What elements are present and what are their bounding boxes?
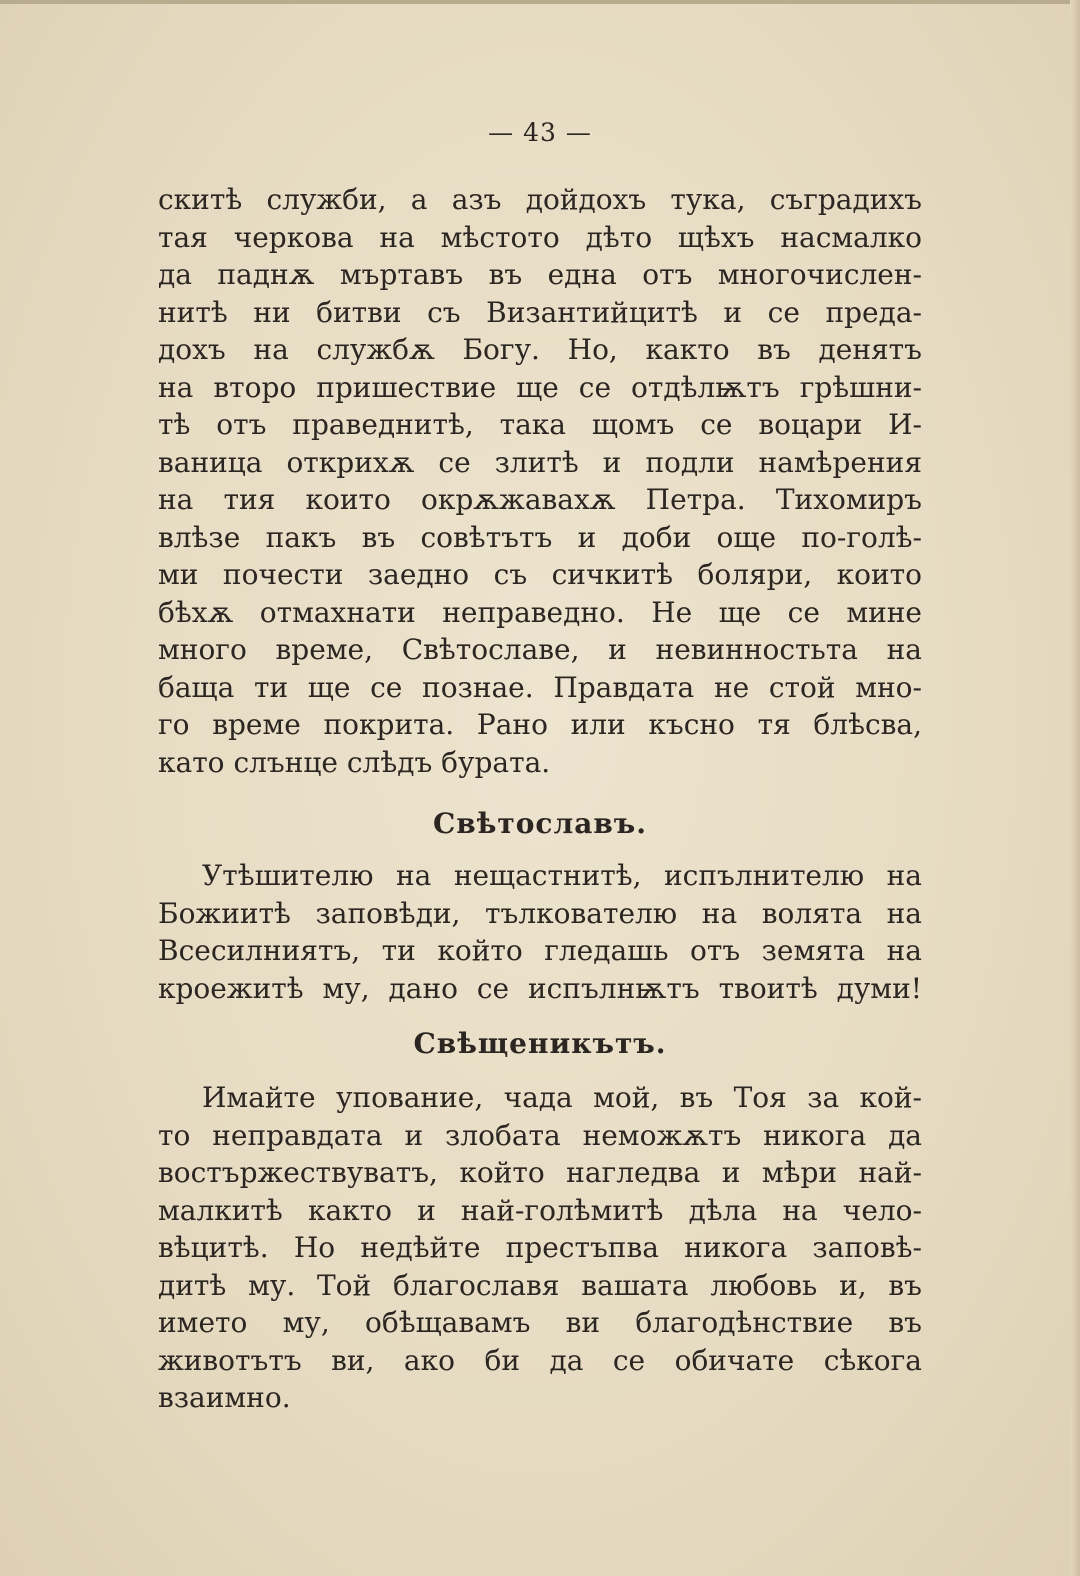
paragraph-1 (158, 181, 922, 781)
text-line: кроежитѣ му, дано се испълнѭтъ твоитѣ думи! (158, 971, 922, 1005)
text-line: тѣ отъ праведнитѣ, така щомъ се воцари И- (158, 408, 922, 441)
text-line: го време покрита. Рано или късно тя блѣсва, (158, 708, 922, 741)
text-line: ми почести заедно съ сичкитѣ боляри, които (158, 558, 922, 591)
speaker-heading-priest: Свѣщеникътъ. (413, 1027, 667, 1060)
text-line: Имайте упование, чада мой, въ Тоя за кой- (202, 1081, 922, 1114)
text-line: дитѣ му. Той благославя вашата любовь и, въ (158, 1268, 922, 1302)
text-line: нитѣ ни битви съ Византийцитѣ и се преда- (158, 295, 922, 329)
text-line: баща ти ще се познае. Правдата не стой мно- (158, 670, 922, 704)
text-line: бѣхѫ отмахнати неправедно. Не ще се мине (158, 595, 922, 629)
text-line: востържествуватъ, който нагледва и мѣри най- (158, 1156, 922, 1189)
page-right-edge (1070, 0, 1080, 1576)
text-line: скитѣ служби, а азъ дойдохъ тука, съградихъ (158, 183, 922, 216)
text-line: много време, Свѣтославе, и невинностьта на (158, 633, 922, 666)
text-line: като слънце слѣдъ бурата. (158, 745, 551, 779)
text-line: на второ пришествие ще се отдѣлѭтъ грѣшни- (158, 370, 922, 404)
paragraph-2 (158, 857, 922, 1007)
text-line: на тия които окрѫжавахѫ Петра. Тихомиръ (158, 483, 922, 516)
text-line: влѣзе пакъ въ совѣтътъ и доби още по-голѣ- (158, 520, 922, 554)
text-line: ваница открихѫ се злитѣ и подли намѣрения (158, 445, 922, 479)
text-line: Божиитѣ заповѣди, тълкователю на волята на (158, 896, 922, 930)
text-line: то неправдата и злобата неможѫтъ никога да (158, 1118, 922, 1152)
text-line: да паднѫ мъртавъ въ една отъ многочислен- (158, 258, 922, 291)
paragraph-3 (158, 1079, 922, 1417)
text-line: името му, обѣщавамъ ви благодѣнствие въ (158, 1306, 922, 1339)
page-top-edge (0, 0, 1080, 4)
speaker-heading-svetoslav: Свѣтославъ. (432, 807, 648, 840)
text-line: взаимно. (158, 1381, 291, 1414)
text-line: тая черкова на мѣстото дѣто щѣхъ насмалко (158, 220, 922, 254)
text-line: малкитѣ както и най-голѣмитѣ дѣла на чело- (158, 1193, 922, 1227)
text-line: дохъ на службѫ Богу. Но, както въ денятъ (158, 333, 922, 366)
text-line: Всесилниятъ, ти който гледашь отъ земята на (158, 934, 922, 967)
text-line: вѣцитѣ. Но недѣйте престъпва никога заповѣ- (158, 1231, 922, 1264)
page-number: — 43 — (488, 118, 592, 147)
text-line: животътъ ви, ако би да се обичате сѣкога (158, 1343, 922, 1377)
text-line: Утѣшителю на нещастнитѣ, испълнителю на (202, 859, 922, 892)
